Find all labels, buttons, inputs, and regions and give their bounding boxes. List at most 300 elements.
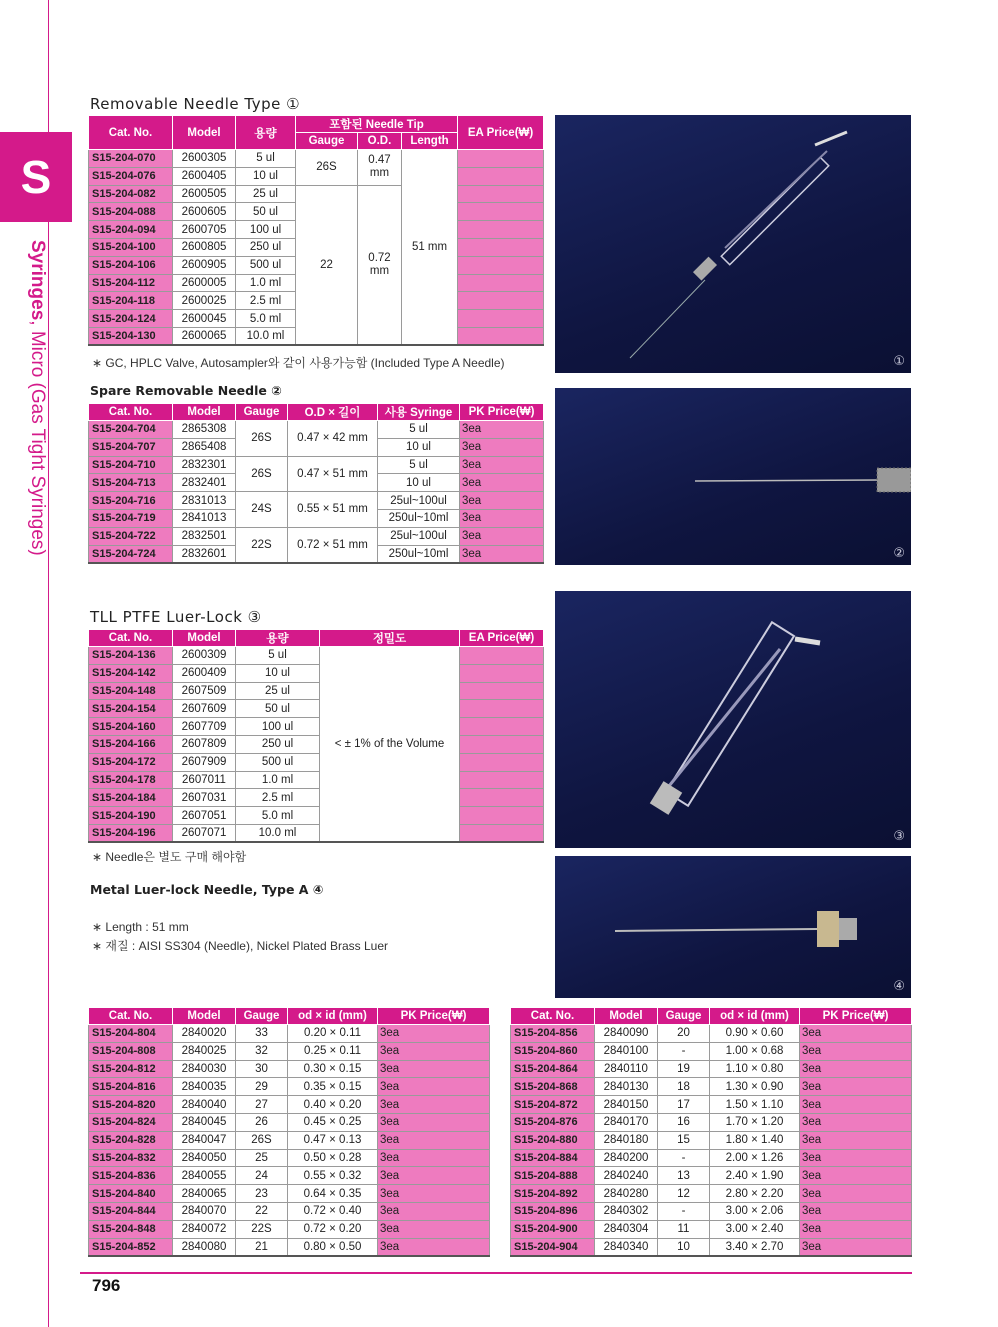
table-row [511, 1220, 912, 1238]
price: 3ea [378, 1060, 490, 1078]
gauge: 20 [658, 1025, 710, 1043]
metal-needle-illustration [555, 856, 911, 998]
table-row [89, 1025, 490, 1043]
gauge: 26S [236, 456, 288, 492]
h-cat: Cat. No. [89, 1008, 173, 1025]
model: 2840047 [173, 1131, 236, 1149]
cat-no: S15-204-142 [89, 664, 173, 682]
cat-no: S15-204-828 [89, 1131, 173, 1149]
price [458, 203, 544, 221]
table-row [511, 1238, 912, 1256]
accuracy: < ± 1% of the Volume [320, 647, 460, 843]
price [458, 150, 544, 168]
price: 3ea [800, 1113, 912, 1131]
volume: 10 ul [236, 664, 320, 682]
table-row [89, 664, 544, 682]
gauge: - [658, 1202, 710, 1220]
model: 2840045 [173, 1113, 236, 1131]
gauge: 25 [236, 1149, 288, 1167]
gauge: 29 [236, 1078, 288, 1096]
cat-no: S15-204-082 [89, 185, 173, 203]
gauge: 19 [658, 1060, 710, 1078]
gauge: 22 [296, 185, 358, 345]
cat-no: S15-204-713 [89, 474, 173, 492]
gauge: 30 [236, 1060, 288, 1078]
syringe: 10 ul [378, 438, 460, 456]
table-row [89, 735, 544, 753]
model: 2600025 [173, 292, 236, 310]
cat-no: S15-204-710 [89, 456, 173, 474]
price [458, 185, 544, 203]
h-model: Model [173, 630, 236, 647]
volume: 250 ul [236, 238, 296, 256]
table-row [89, 456, 544, 474]
price: 3ea [460, 438, 544, 456]
table-row [89, 789, 544, 807]
cat-no: S15-204-892 [511, 1185, 595, 1203]
cat-no: S15-204-172 [89, 753, 173, 771]
table-row [89, 700, 544, 718]
od-id: 0.55 × 0.32 [288, 1167, 378, 1185]
model: 2840055 [173, 1167, 236, 1185]
cat-no: S15-204-808 [89, 1042, 173, 1060]
sec1-note: ∗ GC, HPLC Valve, Autosampler와 같이 사용가능함 (Included Type A Needle) [92, 356, 505, 370]
model: 2840302 [595, 1202, 658, 1220]
model: 2607509 [173, 682, 236, 700]
table-row [511, 1185, 912, 1203]
model: 2832401 [173, 474, 236, 492]
cat-no: S15-204-896 [511, 1202, 595, 1220]
sec3-title: TLL PTFE Luer-Lock ③ [90, 608, 262, 626]
price: 3ea [378, 1113, 490, 1131]
volume: 25 ul [236, 185, 296, 203]
h-od: O.D. [358, 133, 402, 150]
gauge: 12 [658, 1185, 710, 1203]
gauge: 26S [296, 150, 358, 186]
gauge: 26S [236, 1131, 288, 1149]
volume: 10.0 ml [236, 327, 296, 345]
gauge: 24S [236, 492, 288, 528]
price [458, 256, 544, 274]
od: 0.47 mm [358, 150, 402, 186]
cat-no: S15-204-880 [511, 1131, 595, 1149]
sec4-note-length: ∗ Length : 51 mm [92, 920, 189, 934]
cat-no: S15-204-148 [89, 682, 173, 700]
od-id: 0.90 × 0.60 [710, 1025, 800, 1043]
table-row [89, 753, 544, 771]
od-id: 0.72 × 0.20 [288, 1220, 378, 1238]
gauge: 18 [658, 1078, 710, 1096]
price [458, 327, 544, 345]
price: 3ea [378, 1238, 490, 1256]
od-id: 0.47 × 0.13 [288, 1131, 378, 1149]
price: 3ea [800, 1042, 912, 1060]
table-row [89, 1131, 490, 1149]
h-vol: 용량 [236, 630, 320, 647]
cat-no: S15-204-904 [511, 1238, 595, 1256]
gauge: - [658, 1042, 710, 1060]
cat-no: S15-204-160 [89, 718, 173, 736]
cat-no: S15-204-716 [89, 492, 173, 510]
cat-no: S15-204-100 [89, 238, 173, 256]
table-row [89, 807, 544, 825]
model: 2840240 [595, 1167, 658, 1185]
syringe: 5 ul [378, 456, 460, 474]
od-id: 0.25 × 0.11 [288, 1042, 378, 1060]
photo-number: ① [893, 354, 905, 369]
model: 2840050 [173, 1149, 236, 1167]
price [458, 238, 544, 256]
h-gauge: Gauge [296, 133, 358, 150]
od-id: 1.50 × 1.10 [710, 1096, 800, 1114]
od-id: 1.10 × 0.80 [710, 1060, 800, 1078]
cat-no: S15-204-852 [89, 1238, 173, 1256]
gauge: 23 [236, 1185, 288, 1203]
model: 2840065 [173, 1185, 236, 1203]
cat-no: S15-204-118 [89, 292, 173, 310]
volume: 50 ul [236, 700, 320, 718]
h-cat: Cat. No. [89, 116, 173, 150]
h-syringe: 사용 Syringe [378, 404, 460, 421]
price: 3ea [378, 1042, 490, 1060]
cat-no: S15-204-178 [89, 771, 173, 789]
h-gauge: Gauge [236, 1008, 288, 1025]
price: 3ea [378, 1078, 490, 1096]
price [458, 274, 544, 292]
price: 3ea [378, 1202, 490, 1220]
table-row [89, 1202, 490, 1220]
volume: 100 ul [236, 221, 296, 239]
model: 2840170 [595, 1113, 658, 1131]
volume: 1.0 ml [236, 771, 320, 789]
gauge: 22 [236, 1202, 288, 1220]
h-gauge: Gauge [658, 1008, 710, 1025]
price [460, 664, 544, 682]
model: 2607031 [173, 789, 236, 807]
cat-no: S15-204-868 [511, 1078, 595, 1096]
table-row [511, 1202, 912, 1220]
section-tab-letter: S [0, 132, 72, 222]
gauge: 17 [658, 1096, 710, 1114]
price: 3ea [800, 1096, 912, 1114]
volume: 100 ul [236, 718, 320, 736]
photo-number: ③ [893, 829, 905, 844]
model: 2840070 [173, 1202, 236, 1220]
gauge: 10 [658, 1238, 710, 1256]
od-id: 1.70 × 1.20 [710, 1113, 800, 1131]
h-od: O.D × 길이 [288, 404, 378, 421]
cat-no: S15-204-070 [89, 150, 173, 168]
volume: 10.0 ml [236, 824, 320, 842]
cat-no: S15-204-824 [89, 1113, 173, 1131]
volume: 2.5 ml [236, 292, 296, 310]
od-id: 0.20 × 0.11 [288, 1025, 378, 1043]
price [460, 718, 544, 736]
od-length: 0.72 × 51 mm [288, 527, 378, 563]
h-cat: Cat. No. [89, 404, 173, 421]
cat-no: S15-204-076 [89, 167, 173, 185]
table-row [89, 1185, 490, 1203]
model: 2840080 [173, 1238, 236, 1256]
price: 3ea [460, 545, 544, 563]
cat-no: S15-204-154 [89, 700, 173, 718]
table-row [511, 1113, 912, 1131]
cat-no: S15-204-804 [89, 1025, 173, 1043]
od-id: 0.72 × 0.40 [288, 1202, 378, 1220]
model: 2840090 [595, 1025, 658, 1043]
price: 3ea [378, 1149, 490, 1167]
price [458, 310, 544, 328]
model: 2600065 [173, 327, 236, 345]
table-row [89, 718, 544, 736]
price [460, 807, 544, 825]
h-model: Model [173, 116, 236, 150]
cat-no: S15-204-166 [89, 735, 173, 753]
price: 3ea [460, 474, 544, 492]
syringe-photo-1 [555, 115, 911, 373]
table-row [89, 185, 544, 203]
model: 2841013 [173, 509, 236, 527]
table-row [89, 150, 544, 168]
h-cat: Cat. No. [511, 1008, 595, 1025]
model: 2600305 [173, 150, 236, 168]
syringe-illustration [555, 115, 911, 373]
model: 2840110 [595, 1060, 658, 1078]
table-row [89, 1042, 490, 1060]
model: 2865408 [173, 438, 236, 456]
photo-number: ④ [893, 979, 905, 994]
price: 3ea [800, 1131, 912, 1149]
model: 2840035 [173, 1078, 236, 1096]
cat-no: S15-204-884 [511, 1149, 595, 1167]
sec4-note-material: ∗ 재질 : AISI SS304 (Needle), Nickel Plated Brass Luer [92, 939, 389, 953]
cat-no: S15-204-848 [89, 1220, 173, 1238]
gauge: 27 [236, 1096, 288, 1114]
price: 3ea [378, 1185, 490, 1203]
price: 3ea [800, 1060, 912, 1078]
syringe-photo-3 [555, 591, 911, 848]
cat-no: S15-204-900 [511, 1220, 595, 1238]
model: 2840025 [173, 1042, 236, 1060]
cat-no: S15-204-724 [89, 545, 173, 563]
table-row [511, 1025, 912, 1043]
needle-photo-4 [555, 856, 911, 998]
volume: 500 ul [236, 753, 320, 771]
cat-no: S15-204-184 [89, 789, 173, 807]
h-length: Length [402, 133, 458, 150]
syringe: 25ul~100ul [378, 492, 460, 510]
h-model: Model [173, 1008, 236, 1025]
cat-no: S15-204-820 [89, 1096, 173, 1114]
sec1-title: Removable Needle Type ① [90, 95, 301, 113]
od-id: 2.80 × 2.20 [710, 1185, 800, 1203]
model: 2840304 [595, 1220, 658, 1238]
cat-no: S15-204-704 [89, 421, 173, 439]
model: 2831013 [173, 492, 236, 510]
table-row [89, 492, 544, 510]
table-row [89, 1220, 490, 1238]
volume: 5 ul [236, 647, 320, 665]
table-row [511, 1131, 912, 1149]
model: 2607709 [173, 718, 236, 736]
syringe: 25ul~100ul [378, 527, 460, 545]
model: 2607809 [173, 735, 236, 753]
syringe: 5 ul [378, 421, 460, 439]
od: 0.72 mm [358, 185, 402, 345]
model: 2607609 [173, 700, 236, 718]
price [458, 221, 544, 239]
metal-needle-table-right [510, 1007, 912, 1257]
gauge: 32 [236, 1042, 288, 1060]
model: 2840072 [173, 1220, 236, 1238]
cat-no: S15-204-844 [89, 1202, 173, 1220]
table-row [89, 682, 544, 700]
model: 2607051 [173, 807, 236, 825]
cat-no: S15-204-707 [89, 438, 173, 456]
model: 2840130 [595, 1078, 658, 1096]
photo-number: ② [893, 546, 905, 561]
price [460, 647, 544, 665]
gauge: 13 [658, 1167, 710, 1185]
od-length: 0.55 × 51 mm [288, 492, 378, 528]
table-row [89, 771, 544, 789]
gauge: 26S [236, 421, 288, 457]
od-id: 3.40 × 2.70 [710, 1238, 800, 1256]
volume: 5.0 ml [236, 807, 320, 825]
table-row [511, 1096, 912, 1114]
side-title-rest: , Micro (Gas Tight Syringes) [27, 320, 48, 556]
cat-no: S15-204-836 [89, 1167, 173, 1185]
price: 3ea [800, 1202, 912, 1220]
tll-luerlock-table [88, 629, 544, 843]
model: 2840340 [595, 1238, 658, 1256]
removable-needle-table [88, 115, 544, 346]
cat-no: S15-204-719 [89, 509, 173, 527]
cat-no: S15-204-812 [89, 1060, 173, 1078]
cat-no: S15-204-856 [511, 1025, 595, 1043]
model: 2607011 [173, 771, 236, 789]
spare-needle-table [88, 403, 544, 564]
gauge: 15 [658, 1131, 710, 1149]
price: 3ea [800, 1025, 912, 1043]
cat-no: S15-204-888 [511, 1167, 595, 1185]
model: 2607909 [173, 753, 236, 771]
h-price: PK Price(₩) [800, 1008, 912, 1025]
sec3-note: ∗ Needle은 별도 구매 해야함 [92, 850, 247, 864]
table-row [511, 1149, 912, 1167]
model: 2840150 [595, 1096, 658, 1114]
price: 3ea [378, 1025, 490, 1043]
footer-rule [80, 1272, 912, 1274]
table-row [89, 1149, 490, 1167]
table-row [511, 1060, 912, 1078]
h-price: PK Price(₩) [378, 1008, 490, 1025]
od-id: 0.45 × 0.25 [288, 1113, 378, 1131]
volume: 1.0 ml [236, 274, 296, 292]
volume: 10 ul [236, 167, 296, 185]
syringe: 10 ul [378, 474, 460, 492]
gauge: 22S [236, 527, 288, 563]
price [460, 700, 544, 718]
price [460, 682, 544, 700]
model: 2840020 [173, 1025, 236, 1043]
cat-no: S15-204-840 [89, 1185, 173, 1203]
h-model: Model [173, 404, 236, 421]
cat-no: S15-204-136 [89, 647, 173, 665]
h-odid: od × id (mm) [288, 1008, 378, 1025]
h-price: EA Price(₩) [458, 116, 544, 150]
gauge: - [658, 1149, 710, 1167]
luerlock-syringe-illustration [555, 591, 911, 848]
h-accuracy: 정밀도 [320, 630, 460, 647]
model: 2600705 [173, 221, 236, 239]
od-id: 3.00 × 2.40 [710, 1220, 800, 1238]
model: 2600405 [173, 167, 236, 185]
od-id: 0.30 × 0.15 [288, 1060, 378, 1078]
gauge: 11 [658, 1220, 710, 1238]
page-number: 796 [92, 1276, 121, 1295]
price: 3ea [378, 1131, 490, 1149]
table-row [511, 1167, 912, 1185]
price [460, 789, 544, 807]
side-title-bold: Syringes [27, 240, 48, 321]
price: 3ea [800, 1149, 912, 1167]
od-id: 0.50 × 0.28 [288, 1149, 378, 1167]
od-id: 1.00 × 0.68 [710, 1042, 800, 1060]
od-id: 2.00 × 1.26 [710, 1149, 800, 1167]
price [460, 771, 544, 789]
price: 3ea [800, 1167, 912, 1185]
model: 2600905 [173, 256, 236, 274]
cat-no: S15-204-112 [89, 274, 173, 292]
model: 2832301 [173, 456, 236, 474]
volume: 25 ul [236, 682, 320, 700]
model: 2840040 [173, 1096, 236, 1114]
od-id: 2.40 × 1.90 [710, 1167, 800, 1185]
length: 51 mm [402, 150, 458, 346]
cat-no: S15-204-832 [89, 1149, 173, 1167]
model: 2600505 [173, 185, 236, 203]
model: 2840180 [595, 1131, 658, 1149]
model: 2600805 [173, 238, 236, 256]
cat-no: S15-204-864 [511, 1060, 595, 1078]
model: 2832601 [173, 545, 236, 563]
price: 3ea [378, 1220, 490, 1238]
h-tip: 포함된 Needle Tip [296, 116, 458, 133]
cat-no: S15-204-722 [89, 527, 173, 545]
h-cat: Cat. No. [89, 630, 173, 647]
cat-no: S15-204-130 [89, 327, 173, 345]
model: 2600045 [173, 310, 236, 328]
model: 2865308 [173, 421, 236, 439]
price: 3ea [800, 1220, 912, 1238]
table-row [511, 1078, 912, 1096]
syringe: 250ul~10ml [378, 545, 460, 563]
table-row [89, 1078, 490, 1096]
volume: 250 ul [236, 735, 320, 753]
table-row [89, 527, 544, 545]
gauge: 24 [236, 1167, 288, 1185]
volume: 50 ul [236, 203, 296, 221]
gauge: 26 [236, 1113, 288, 1131]
table-row [89, 647, 544, 665]
gauge: 22S [236, 1220, 288, 1238]
volume: 500 ul [236, 256, 296, 274]
table-row [89, 824, 544, 842]
cat-no: S15-204-124 [89, 310, 173, 328]
od-id: 0.64 × 0.35 [288, 1185, 378, 1203]
cat-no: S15-204-094 [89, 221, 173, 239]
